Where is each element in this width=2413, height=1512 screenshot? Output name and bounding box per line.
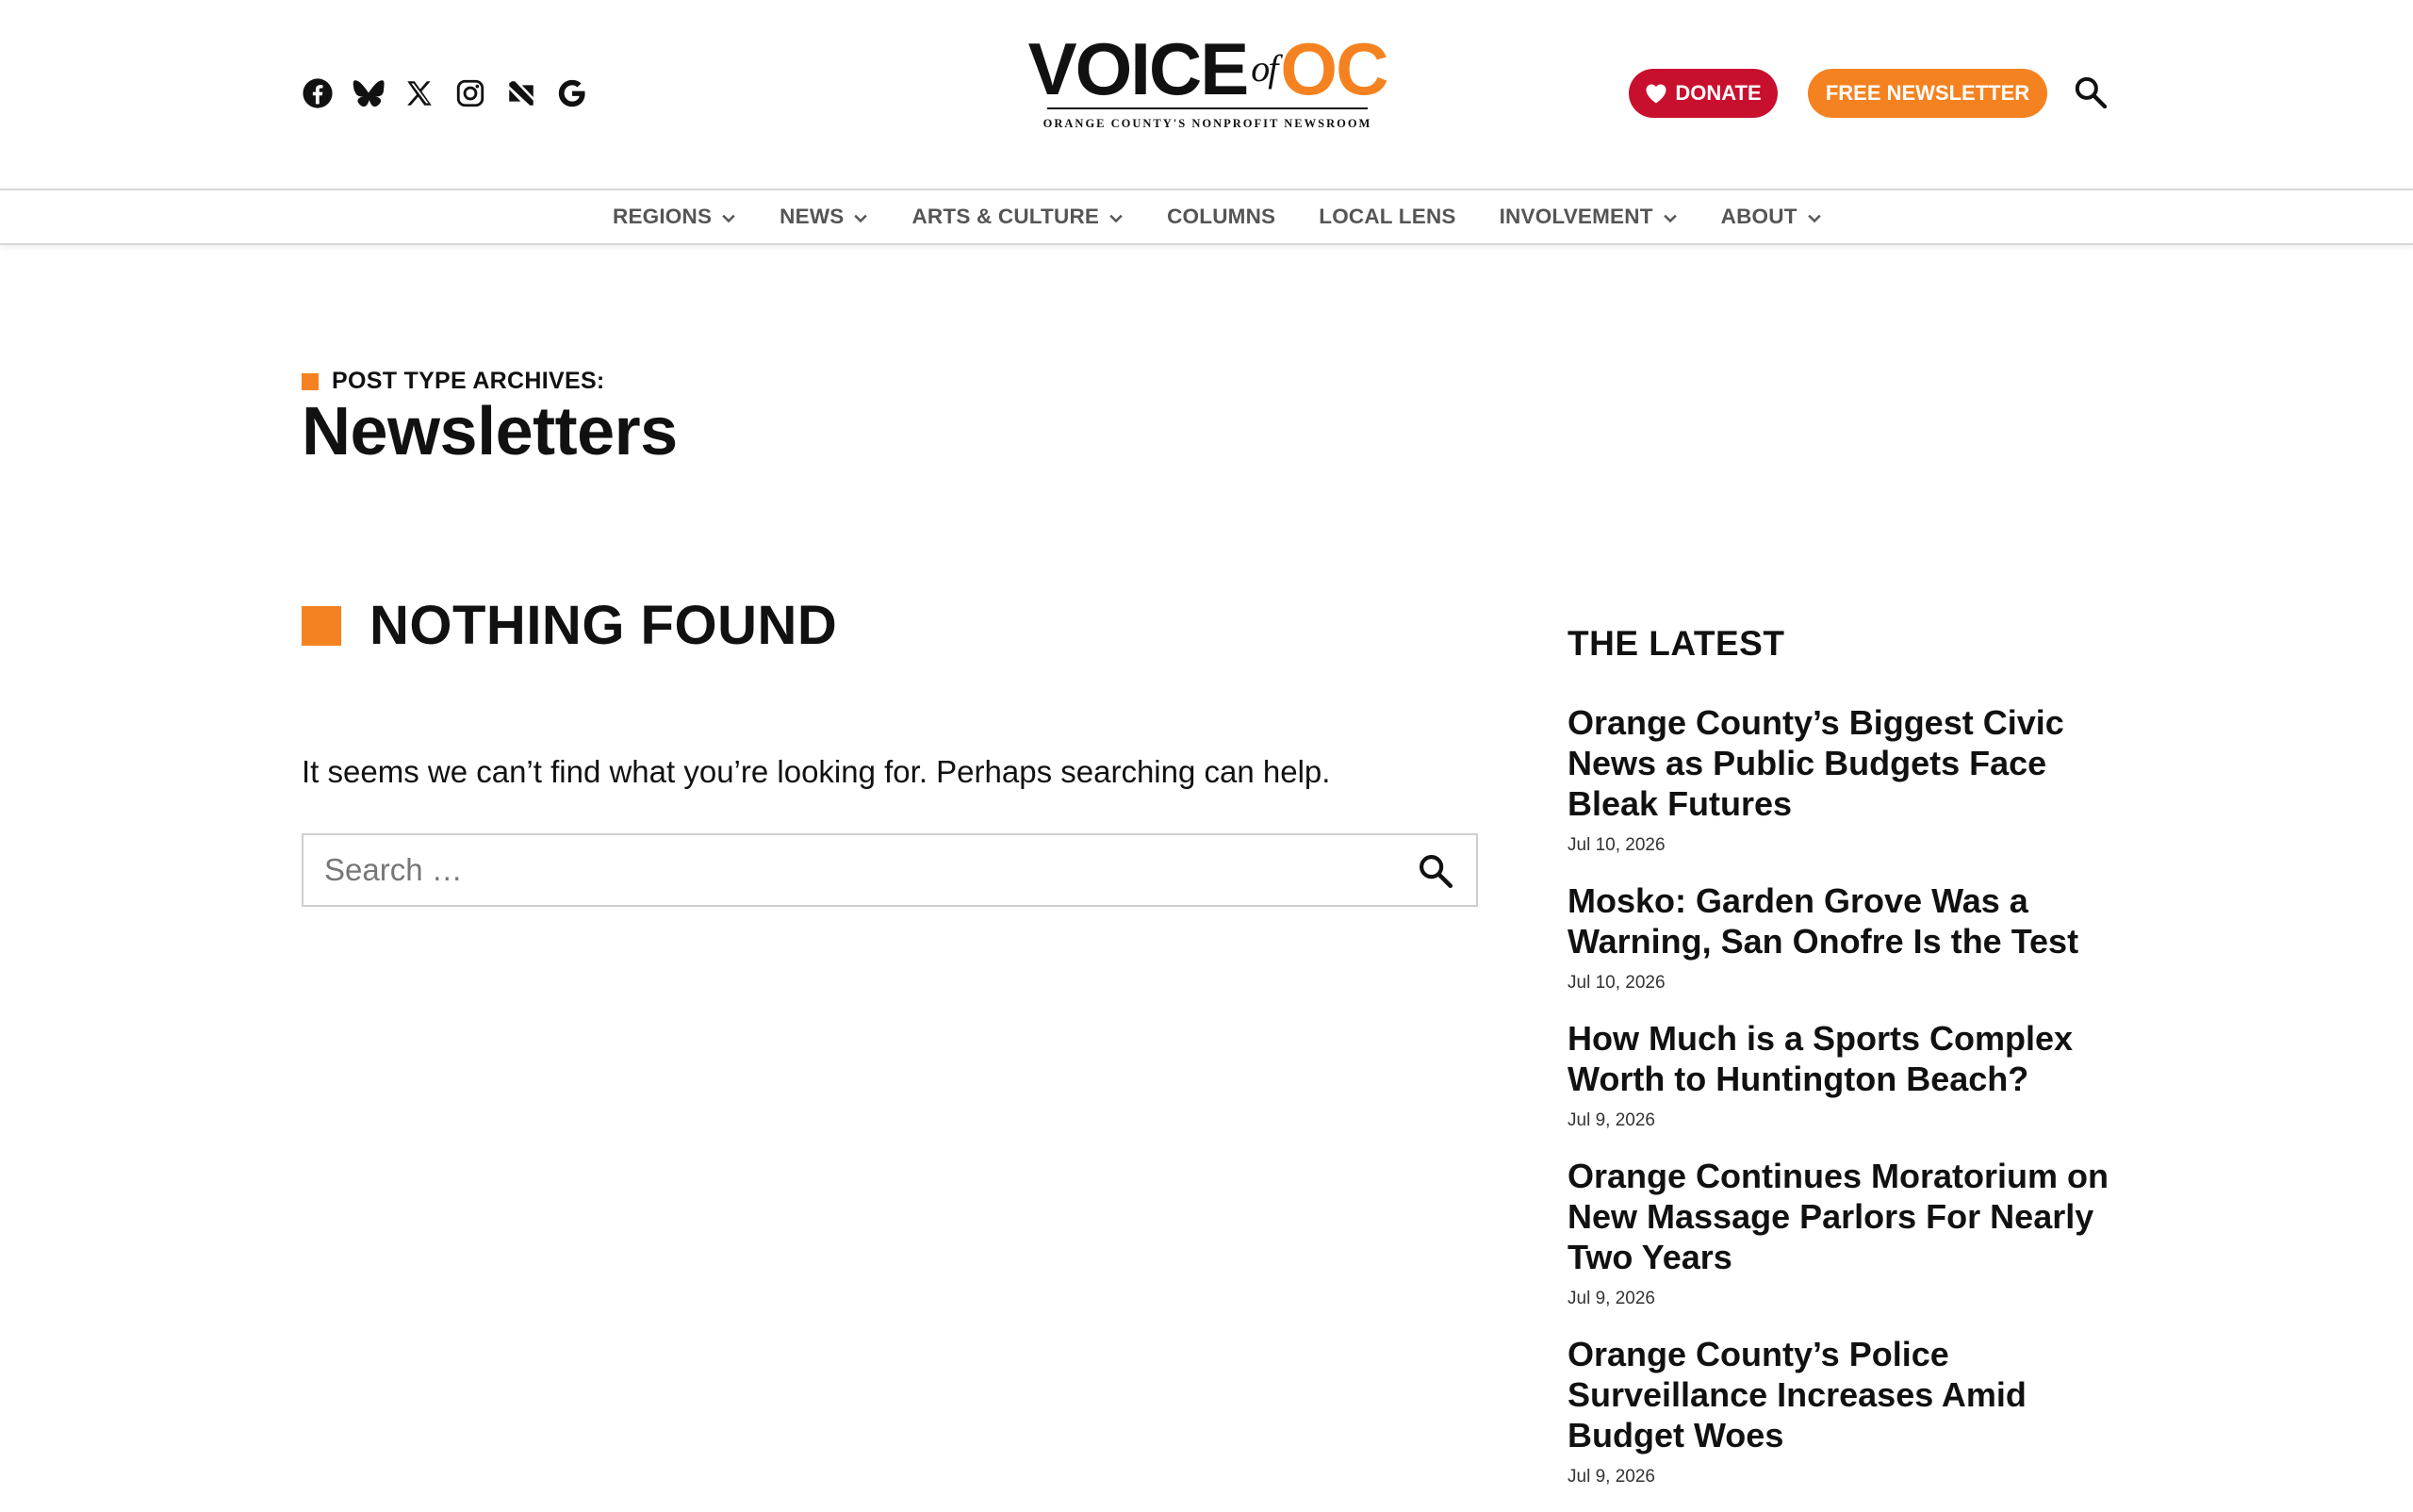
nav-item-about[interactable]	[1721, 205, 1824, 229]
nav-item-label: ARTS & CULTURE	[911, 205, 1100, 228]
nav-item-label: INVOLVEMENT	[1499, 205, 1653, 228]
latest-headline-link[interactable]: Orange County’s Biggest Civic News as Public Budgets Face Bleak Futures	[1568, 703, 2064, 823]
latest-headline-link[interactable]: Orange Continues Moratorium on New Massage Parlors For Nearly Two Years	[1568, 1157, 2109, 1276]
latest-item	[1568, 1156, 2133, 1309]
nothing-found-title: NOTHING FOUND	[369, 595, 838, 656]
nav-item-label: LOCAL LENS	[1319, 205, 1456, 228]
latest-headline-link[interactable]: Orange County’s Police Surveillance Increases Amid Budget Woes	[1568, 1335, 2027, 1454]
page-title: Newsletters	[302, 394, 678, 469]
latest-date: Jul 10, 2026	[1568, 835, 1666, 855]
logo-oc: OC	[1280, 27, 1387, 110]
logo-voice: VOICE	[1027, 27, 1248, 110]
latest-date: Jul 9, 2026	[1568, 1467, 1655, 1487]
x-icon[interactable]	[403, 77, 435, 109]
nothing-found-message: It seems we can’t find what you’re looking for. Perhaps searching can help.	[302, 754, 1331, 789]
latest-date: Jul 9, 2026	[1568, 1110, 1655, 1130]
latest-headline-link[interactable]: How Much is a Sports Complex Worth to Huntington Beach?	[1568, 1019, 2074, 1098]
nav-item-local-lens[interactable]	[1319, 205, 1455, 229]
site-header	[0, 0, 2413, 189]
nav-item-news[interactable]	[780, 205, 870, 229]
site-logo[interactable]	[1024, 28, 1391, 146]
nav-item-label: NEWS	[780, 205, 845, 228]
latest-date: Jul 9, 2026	[1568, 1289, 1655, 1308]
logo-of: of	[1251, 47, 1277, 90]
donate-label: DONATE	[1675, 81, 1762, 105]
bluesky-icon[interactable]	[353, 77, 385, 109]
logo-wordmark	[1024, 28, 1391, 109]
logo-tagline: ORANGE COUNTY'S NONPROFIT NEWSROOM	[1042, 117, 1372, 130]
google-icon[interactable]	[556, 77, 588, 109]
chevron-down-icon[interactable]	[719, 209, 738, 228]
main-navigation	[0, 189, 2413, 245]
search-form	[302, 833, 1478, 907]
accent-square	[302, 606, 341, 646]
archive-label-text: POST TYPE ARCHIVES:	[332, 368, 605, 394]
chevron-down-icon[interactable]	[1805, 209, 1824, 228]
free-newsletter-button[interactable]	[1808, 69, 2047, 118]
archive-label	[302, 368, 605, 395]
donate-button[interactable]	[1629, 69, 1778, 118]
nav-item-label: COLUMNS	[1167, 205, 1276, 228]
search-submit-button[interactable]	[1416, 851, 1455, 891]
social-links	[302, 77, 588, 109]
nav-item-arts-culture[interactable]	[911, 205, 1125, 229]
latest-date: Jul 10, 2026	[1568, 973, 1666, 993]
facebook-icon[interactable]	[302, 77, 334, 109]
latest-item	[1568, 1018, 2133, 1131]
latest-headline-link[interactable]: Mosko: Garden Grove Was a Warning, San Onofre Is the Test	[1568, 881, 2079, 961]
search-icon[interactable]	[2072, 74, 2109, 111]
latest-list	[1568, 702, 2133, 1512]
instagram-icon[interactable]	[454, 77, 486, 109]
sidebar-title: THE LATEST	[1568, 624, 1785, 663]
chevron-down-icon[interactable]	[1107, 209, 1125, 228]
chevron-down-icon[interactable]	[1661, 209, 1680, 228]
nav-item-regions[interactable]	[613, 205, 738, 229]
chevron-down-icon[interactable]	[851, 209, 870, 228]
latest-item	[1568, 1334, 2133, 1487]
nothing-found-heading	[302, 594, 837, 657]
apple-news-icon[interactable]	[505, 77, 537, 109]
nav-item-label: REGIONS	[613, 205, 713, 228]
nav-menu	[613, 190, 1865, 243]
heart-icon	[1645, 83, 1667, 104]
nav-item-columns[interactable]	[1167, 205, 1275, 229]
search-icon	[1416, 851, 1455, 891]
newsletter-label: FREE NEWSLETTER	[1825, 81, 2030, 105]
latest-item	[1568, 880, 2133, 994]
latest-item	[1568, 702, 2133, 856]
nav-item-involvement[interactable]	[1500, 205, 1680, 229]
accent-square	[302, 373, 319, 390]
nav-item-label: ABOUT	[1720, 205, 1797, 228]
search-input[interactable]	[304, 835, 1397, 905]
